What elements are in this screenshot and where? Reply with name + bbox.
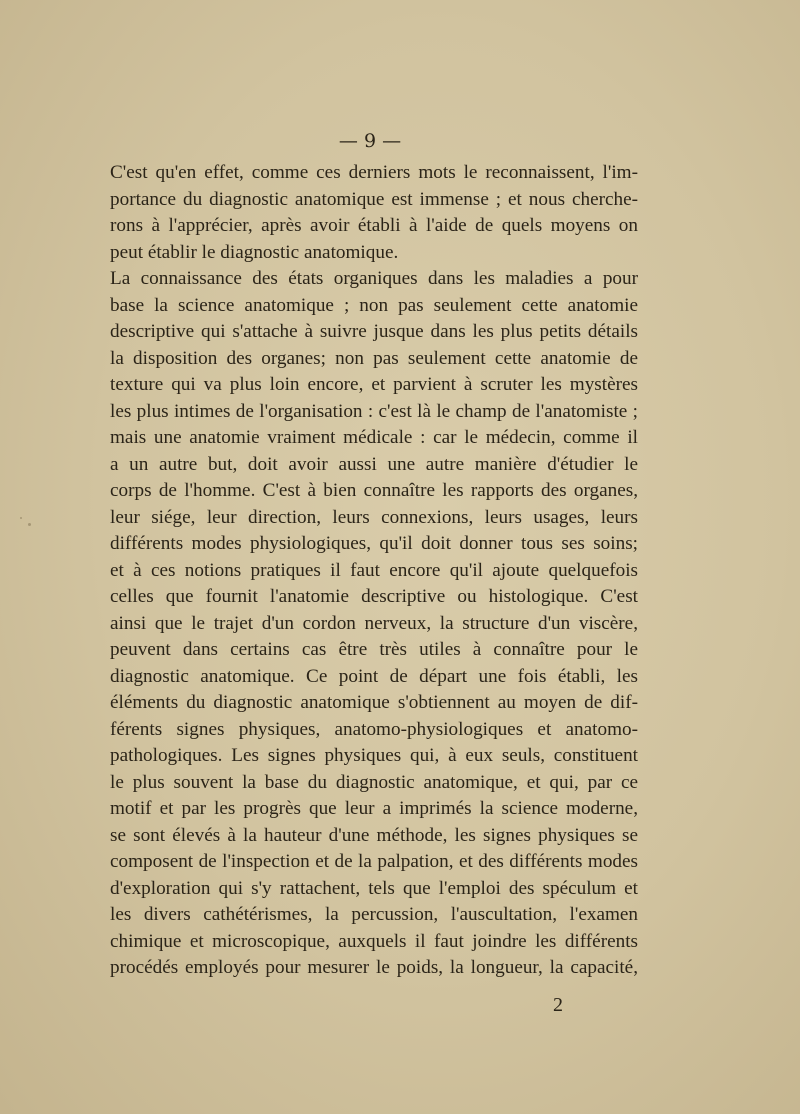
paper-speck [28, 523, 31, 526]
text-line: d'exploration qui s'y rattachent, tels que l'emploi des spéculum et [110, 877, 638, 899]
text-line: a un autre but, doit avoir aussi une autre manière d'étudier le [110, 453, 638, 475]
text-line: peut établir le diagnostic anatomique. [110, 241, 399, 263]
text-line: base la science anatomique ; non pas seulement cette anatomie [110, 294, 638, 316]
page-number: — 9 — [338, 130, 402, 152]
text-line: la disposition des organes; non pas seulement cette anatomie de [110, 347, 638, 369]
text-line: rons à l'apprécier, après avoir établi à l'aide de quels moyens on [110, 215, 638, 236]
text-line: procédés employés pour mesurer le poids, la longueur, la capacité, [110, 957, 638, 978]
signature-mark: 2 [553, 994, 563, 1016]
text-line: leur siége, leur direction, leurs connexions, leurs usages, leurs [110, 506, 638, 528]
text-line: peuvent dans certains cas être très utiles à connaître pour le [110, 639, 638, 660]
text-line: celles que fournit l'anatomie descriptive ou histologique. C'est [110, 586, 638, 607]
text-line: La connaissance des états organiques dans les maladies a pour [110, 268, 638, 289]
paper-speck [20, 517, 22, 519]
text-line: éléments du diagnostic anatomique s'obtiennent au moyen de dif- [110, 692, 638, 713]
body-text [110, 160, 638, 982]
text-line: différents modes physiologiques, qu'il doit donner tous ses soins; [110, 533, 638, 554]
text-line: se sont élevés à la hauteur d'une méthode, les signes physiques se [110, 824, 638, 846]
text-line: chimique et microscopique, auxquels il faut joindre les différents [110, 930, 638, 952]
text-line: texture qui va plus loin encore, et parvient à scruter les mystères [110, 374, 638, 395]
text-line: portance du diagnostic anatomique est immense ; et nous cherche- [110, 188, 638, 210]
text-line: diagnostic anatomique. Ce point de départ une fois établi, les [110, 665, 638, 687]
text-line: C'est qu'en effet, comme ces derniers mots le reconnaissent, l'im- [110, 162, 638, 183]
text-line: mais une anatomie vraiment médicale : car le médecin, comme il [110, 427, 638, 448]
text-line: motif et par les progrès que leur a imprimés la science moderne, [110, 798, 638, 819]
text-line: les divers cathétérismes, la percussion, l'auscultation, l'examen [110, 904, 638, 925]
text-line: pathologiques. Les signes physiques qui, à eux seuls, constituent [110, 745, 638, 766]
text-line: composent de l'inspection et de la palpation, et des différents modes [110, 851, 638, 872]
text-line: descriptive qui s'attache à suivre jusque dans les plus petits détails [110, 321, 638, 342]
text-line: férents signes physiques, anatomo-physiologiques et anatomo- [110, 718, 638, 740]
text-line: corps de l'homme. C'est à bien connaître les rapports des organes, [110, 480, 638, 501]
text-line: les plus intimes de l'organisation : c'est là le champ de l'anatomiste ; [110, 400, 638, 422]
text-line: ainsi que le trajet d'un cordon nerveux, la structure d'un viscère, [110, 612, 638, 634]
text-line: le plus souvent la base du diagnostic anatomique, et qui, par ce [110, 771, 638, 793]
text-line: et à ces notions pratiques il faut encore qu'il ajoute quelquefois [110, 559, 638, 581]
